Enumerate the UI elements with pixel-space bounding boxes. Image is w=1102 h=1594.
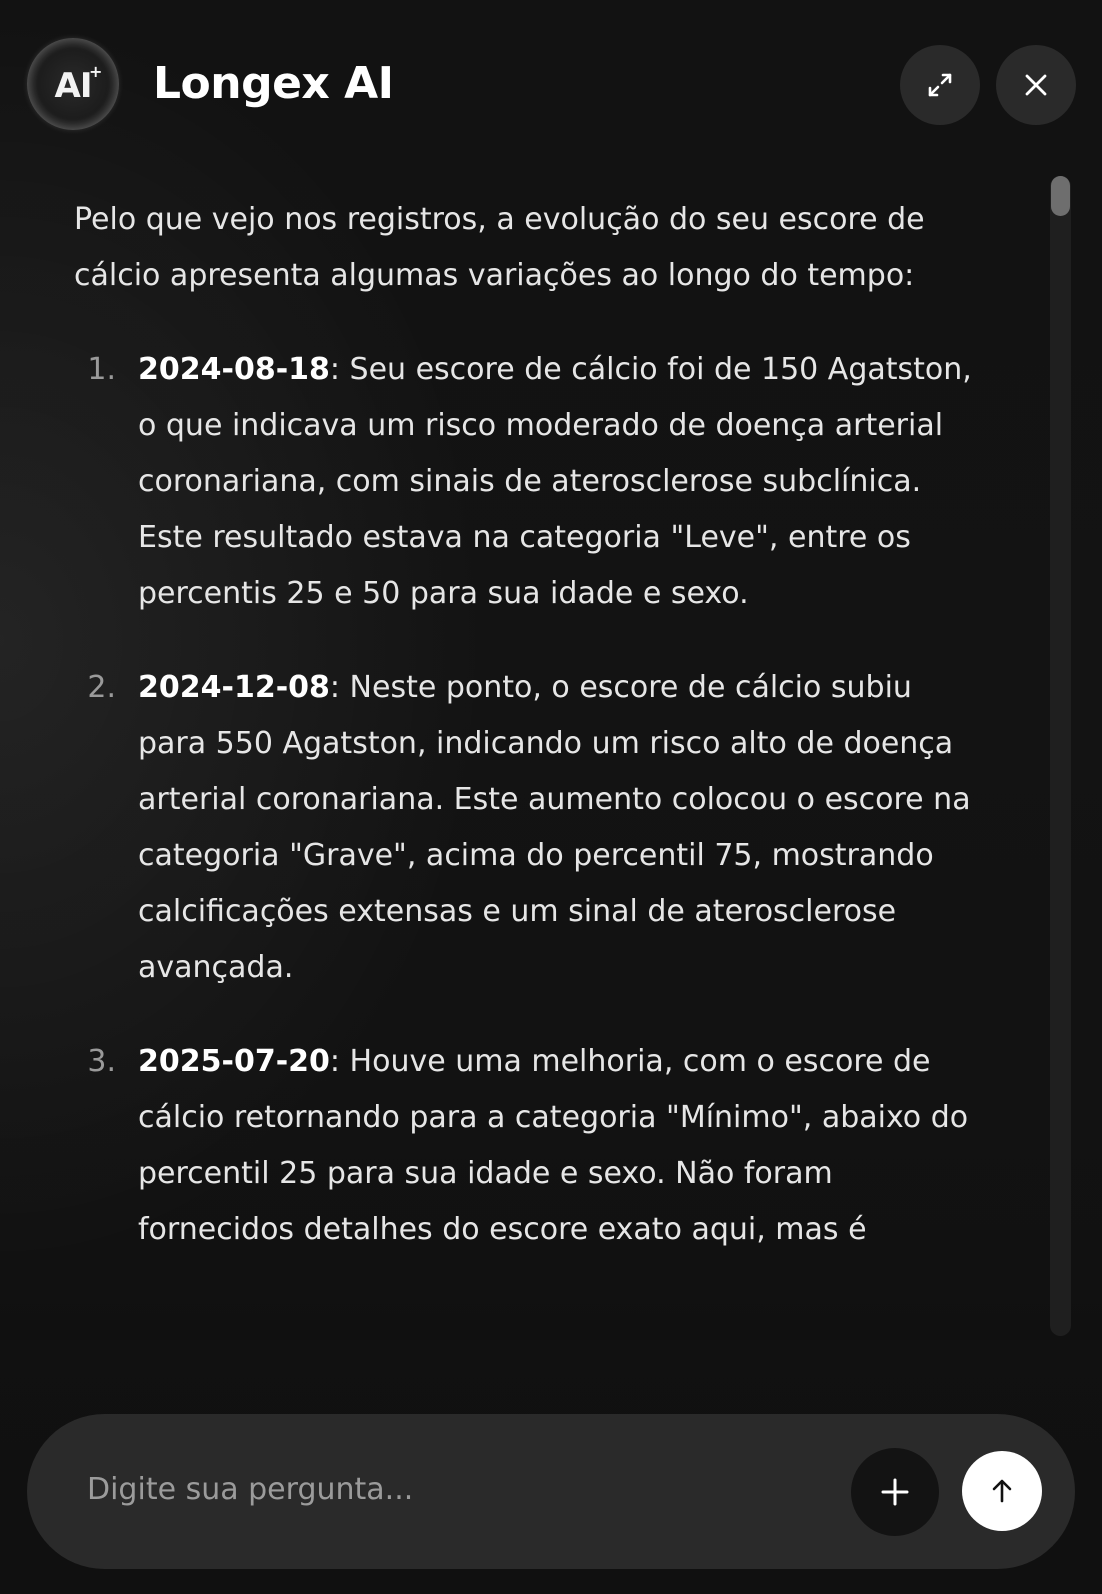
- send-button[interactable]: [962, 1451, 1042, 1531]
- list-text: : Neste ponto, o escore de cálcio subiu para 550 Agatston, indicando um risco alto de doença arterial coronariana. Este aumento colocou o escore na categoria "Grave", acima do percentil 75, mostrando calcificações extensas e um sinal de aterosclerose avançada.: [138, 670, 971, 985]
- list-date: 2025-07-20: [138, 1044, 330, 1079]
- sparkle-icon: +: [89, 62, 103, 81]
- close-icon: [1023, 72, 1049, 98]
- scrollbar-track[interactable]: [1050, 176, 1071, 1336]
- question-input[interactable]: [85, 1458, 789, 1520]
- list-number: 3.: [87, 1044, 116, 1079]
- message-list[interactable]: [0, 170, 1102, 1340]
- list-item: [74, 342, 984, 622]
- list-text: : Seu escore de cálcio foi de 150 Agatston, o que indicava um risco moderado de doença arterial coronariana, com sinais de aterosclerose subclínica. Este resultado estava na categoria "Leve", entre os percentis 25 e 50 para sua idade e sexo.: [138, 352, 972, 611]
- message-composer: [27, 1414, 1075, 1569]
- scroll-fade: [0, 1290, 1102, 1340]
- scrollbar-thumb[interactable]: [1051, 176, 1070, 216]
- plus-icon: [880, 1477, 910, 1507]
- list-item: [74, 1034, 984, 1258]
- close-button[interactable]: [996, 45, 1076, 125]
- expand-button[interactable]: [900, 45, 980, 125]
- arrow-up-icon: [989, 1478, 1015, 1504]
- message-intro: Pelo que vejo nos registros, a evolução do seu escore de cálcio apresenta algumas variações ao longo do tempo:: [74, 202, 925, 293]
- list-number: 2.: [87, 670, 116, 705]
- list-text: : Houve uma melhoria, com o escore de cálcio retornando para a categoria "Mínimo", abaixo do percentil 25 para sua idade e sexo. Não foram fornecidos detalhes do escore exato aqui, mas é: [138, 1044, 969, 1247]
- list-date: 2024-12-08: [138, 670, 330, 705]
- list-item: [74, 660, 984, 996]
- list-date: 2024-08-18: [138, 352, 330, 387]
- page-title: Longex AI: [153, 58, 394, 109]
- assistant-avatar: [27, 38, 119, 130]
- add-button[interactable]: [851, 1448, 939, 1536]
- expand-icon: [925, 70, 955, 100]
- chat-header: [0, 0, 1102, 170]
- list-number: 1.: [87, 352, 116, 387]
- assistant-message: [74, 192, 984, 1296]
- avatar-text: AI: [54, 66, 92, 106]
- score-list: [74, 342, 984, 1258]
